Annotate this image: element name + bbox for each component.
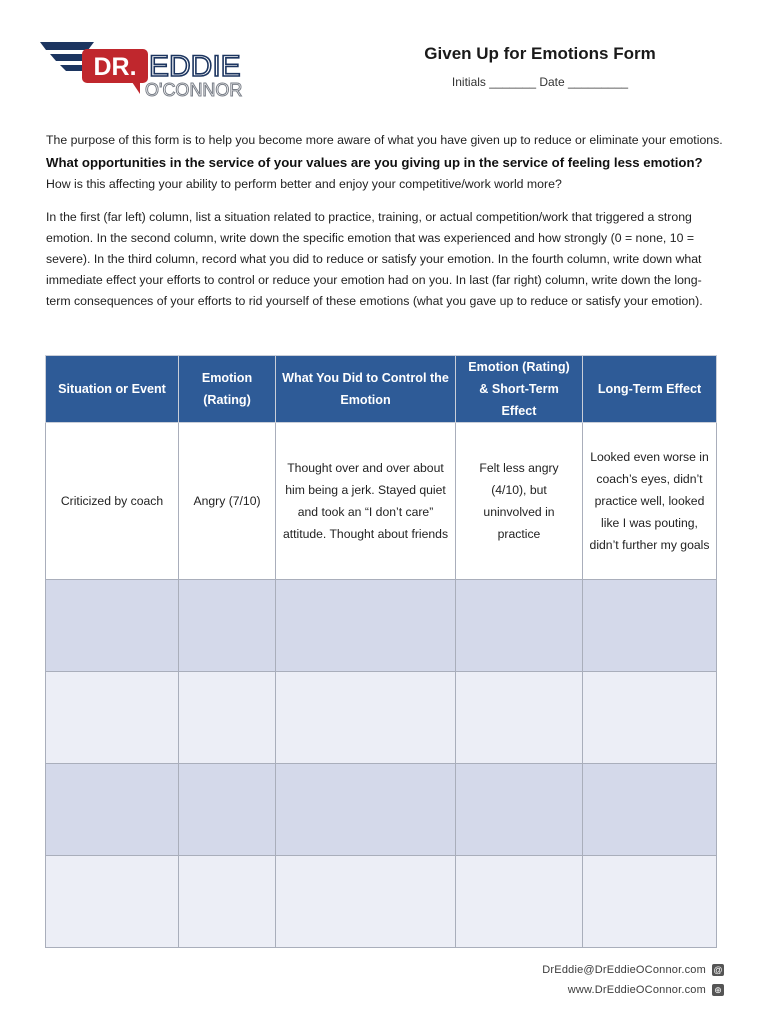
col-header-short-term: Emotion (Rating) & Short-Term Effect [456,356,583,423]
email-row [542,961,724,979]
blank-cell[interactable] [179,580,276,672]
logo-eddie-text: EDDIE [149,50,241,83]
blank-cell[interactable] [46,856,179,948]
initials-date-line: Initials _______ Date _________ [451,75,629,89]
logo-graphic [36,36,286,106]
blank-cell[interactable] [583,764,717,856]
blank-cell[interactable] [456,580,583,672]
logo-oconnor-text: O'CONNOR [145,80,243,100]
table-row [46,672,717,764]
blank-cell[interactable] [179,672,276,764]
blank-cell[interactable] [456,856,583,948]
logo-dr-text: DR. [93,53,137,81]
intro-text-after: How is this affecting your ability to perform better and enjoy your competitive/work world more? [46,177,562,191]
email-link[interactable]: DrEddie@DrEddieOConnor.com [542,964,706,976]
table-row [46,580,717,672]
blank-cell[interactable] [276,672,456,764]
dr-eddie-logo [36,36,286,106]
table-row-example [46,423,717,580]
example-long-term-cell: Looked even worse in coach’s eyes, didn’t practice well, looked like I was pouting, didn’t further my goals [583,423,717,580]
example-emotion-cell: Angry (7/10) [179,423,276,580]
col-header-control: What You Did to Control the Emotion [276,356,456,423]
blank-cell[interactable] [583,856,717,948]
globe-icon: ⊕ [712,984,724,996]
contact-info [542,961,724,1001]
intro-bold-question: What opportunities in the service of your values are you giving up in the service of feeling less emotion? [46,154,703,170]
example-control-cell: Thought over and over about him being a jerk. Stayed quiet and took an “I don’t care” attitude. Thought about friends [276,423,456,580]
website-link[interactable]: www.DrEddieOConnor.com [567,984,706,996]
blank-cell[interactable] [583,672,717,764]
table-header-row [46,356,717,423]
instructions-paragraph: In the first (far left) column, list a situation related to practice, training, or actual competition/work that triggered a strong emotion. In the second column, write down the specific emotion that was experienced and how strongly (0 = none, 10 = severe). In the third column, record what you did to reduce or satisfy your emotion. In the fourth column, write down what immediate effect your efforts to control or reduce your emotion had on you. In last (far right) column, write down the long-term consequences of your efforts to rid yourself of these emotions (what you gave up to reduce or satisfy your emotion). [46,210,703,308]
form-title: Given Up for Emotions Form [424,44,656,63]
table-row [46,856,717,948]
intro-text-before: The purpose of this form is to help you become more aware of what you have given up to reduce or eliminate your emotions. [46,133,723,147]
blank-cell[interactable] [456,672,583,764]
blank-cell[interactable] [276,580,456,672]
example-short-term-cell: Felt less angry (4/10), but uninvolved in practice [456,423,583,580]
email-icon: @ [713,965,723,975]
website-row [542,981,724,999]
table-row [46,764,717,856]
emotions-table [45,355,717,948]
blank-cell[interactable] [46,764,179,856]
blank-cell[interactable] [456,764,583,856]
col-header-situation: Situation or Event [46,356,179,423]
blank-cell[interactable] [276,764,456,856]
blank-cell[interactable] [583,580,717,672]
blank-cell[interactable] [179,764,276,856]
col-header-emotion: Emotion (Rating) [179,356,276,423]
col-header-long-term: Long-Term Effect [583,356,717,423]
blank-cell[interactable] [46,580,179,672]
example-situation-cell: Criticized by coach [46,423,179,580]
intro-paragraph [46,130,726,196]
blank-cell[interactable] [46,672,179,764]
blank-cell[interactable] [276,856,456,948]
blank-cell[interactable] [179,856,276,948]
